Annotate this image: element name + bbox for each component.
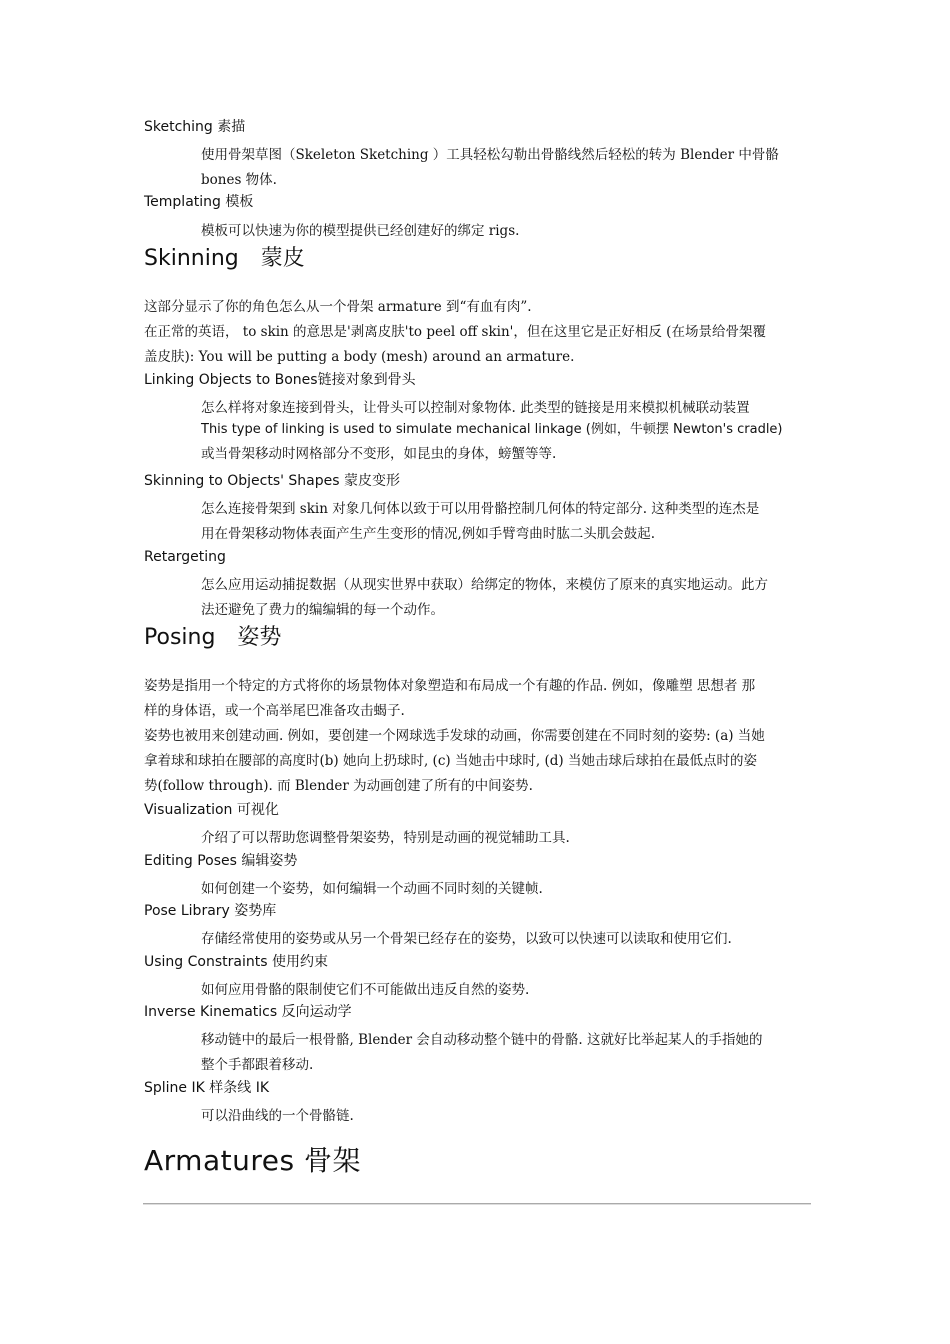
term-sketching: Sketching 素描	[144, 119, 246, 135]
term-visualization: Visualization 可视化	[144, 802, 279, 818]
desc-retargeting	[201, 573, 813, 623]
heading-divider	[143, 1203, 811, 1205]
para-line: 盖皮肤): You will be putting a body (mesh) around an armature.	[144, 349, 575, 365]
desc-templating: 模板可以快速为你的模型提供已经创建好的绑定 rigs.	[201, 223, 520, 239]
desc-pose-library: 存储经常使用的姿势或从另一个骨架已经存在的姿势，以致可以快速可以读取和使用它们.	[201, 931, 732, 947]
skinning-intro	[144, 295, 812, 370]
term-using-constraints: Using Constraints 使用约束	[144, 954, 328, 970]
desc-visualization: 介绍了可以帮助您调整骨架姿势，特别是动画的视觉辅助工具.	[201, 830, 570, 846]
term-retargeting: Retargeting	[144, 549, 226, 565]
desc-skinning-shapes	[201, 497, 813, 547]
desc-line: 怎么连接骨架到 skin 对象几何体以致于可以用骨骼控制几何体的特定部分. 这种类型的连杰是	[201, 501, 760, 517]
para-line: 在正常的英语， to skin 的意思是'剥离皮肤'to peel off skin'，但在这里它是正好相反 (在场景给骨架覆	[144, 324, 766, 340]
term-inverse-kinematics: Inverse Kinematics 反向运动学	[144, 1004, 352, 1020]
desc-line: 怎么应用运动捕捉数据（从现实世界中获取）给绑定的物体，来模仿了原来的真实地运动。此方	[201, 577, 768, 593]
desc-line: 怎么样将对象连接到骨头，让骨头可以控制对象物体. 此类型的链接是用来模拟机械联动装置	[201, 400, 750, 416]
term-spline-ik: Spline IK 样条线 IK	[144, 1080, 270, 1096]
term-pose-library: Pose Library 姿势库	[144, 903, 277, 919]
term-skinning-shapes: Skinning to Objects' Shapes 蒙皮变形	[144, 473, 401, 489]
para-line: 势(follow through). 而 Blender 为动画创建了所有的中间姿势.	[144, 778, 533, 794]
para-line: 姿势也被用来创建动画. 例如，要创建一个网球选手发球的动画，你需要创建在不同时刻的姿势: (a) 当她	[144, 728, 765, 744]
section-heading-posing: Posing 姿势	[144, 625, 282, 650]
section-heading-skinning: Skinning 蒙皮	[144, 246, 305, 271]
desc-inverse-kinematics	[201, 1028, 813, 1078]
desc-line: 或当骨架移动时网格部分不变形，如昆虫的身体，螃蟹等等.	[201, 446, 557, 462]
desc-using-constraints: 如何应用骨骼的限制使它们不可能做出违反自然的姿势.	[201, 982, 530, 998]
desc-line: bones 物体.	[201, 172, 277, 188]
para-line: 这部分显示了你的角色怎么从一个骨架 armature 到“有血有肉”.	[144, 299, 532, 315]
desc-line: 整个手都跟着移动.	[201, 1057, 314, 1073]
desc-line: 使用骨架草图（Skeleton Sketching ）工具轻松勾勒出骨骼线然后轻松的转为 Blender 中骨骼	[201, 147, 779, 163]
para-line: 样的身体语，或一个高举尾巴准备攻击蝎子.	[144, 703, 405, 719]
desc-line: 法还避免了费力的编编辑的每一个动作。	[201, 602, 444, 618]
term-linking-objects: Linking Objects to Bones链接对象到骨头	[144, 372, 416, 388]
posing-intro	[144, 674, 812, 799]
desc-line: 用在骨架移动物体表面产生产生变形的情况,例如手臂弯曲时肱二头肌会鼓起.	[201, 526, 656, 542]
term-editing-poses: Editing Poses 编辑姿势	[144, 853, 298, 869]
section-heading-armatures: Armatures 骨架	[144, 1144, 361, 1177]
desc-line: 移动链中的最后一根骨骼, Blender 会自动移动整个链中的骨骼. 这就好比举起某人的手指她的	[201, 1032, 763, 1048]
desc-sketching	[201, 143, 813, 193]
desc-linking-objects	[201, 396, 813, 467]
para-line: 姿势是指用一个特定的方式将你的场景物体对象塑造和布局成一个有趣的作品. 例如，像雕塑 思想者 那	[144, 678, 756, 694]
desc-editing-poses: 如何创建一个姿势，如何编辑一个动画不同时刻的关键帧.	[201, 881, 543, 897]
desc-line: This type of linking is used to simulate mechanical linkage (例如，牛顿摆 Newton's cradle)	[201, 422, 783, 437]
para-line: 拿着球和球拍在腰部的高度时(b) 她向上扔球时, (c) 当她击中球时, (d) 当她击球后球拍在最低点时的姿	[144, 753, 757, 769]
term-templating: Templating 模板	[144, 194, 254, 210]
desc-spline-ik: 可以沿曲线的一个骨骼链.	[201, 1108, 354, 1124]
